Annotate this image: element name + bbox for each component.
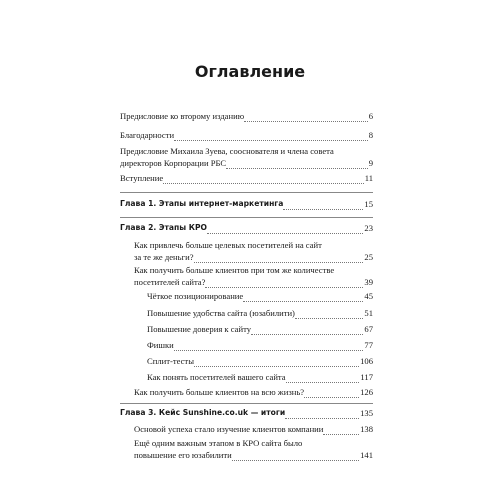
toc-entry-page: 45 [364,291,373,301]
toc-entry-title: Вступление [120,173,164,183]
toc-entry-page: 126 [360,387,373,397]
toc-entry[interactable] [147,355,373,367]
toc-entry-title: Как привлечь больше целевых посетителей на сайт [134,240,322,250]
toc-entry-title: Сплит-тесты [147,356,194,366]
toc-entry-page: 67 [364,324,373,334]
toc-entry-page: 39 [364,277,373,287]
toc-entry[interactable] [120,145,373,169]
dot-leader [244,121,368,122]
toc-chapter[interactable] [120,222,373,234]
toc-chapter-title: Глава 2. Этапы КРО [120,223,207,232]
toc-entry[interactable] [120,129,373,141]
toc-entry-page: 6 [368,111,373,121]
toc-entry-page: 25 [364,252,373,262]
dot-leader [194,366,359,367]
toc-entry[interactable] [134,386,373,398]
dot-leader [283,209,363,210]
toc-entry-title-cont: повышение его юзабилити [134,450,232,460]
toc-entry-title: Как понять посетителей вашего сайта [147,372,286,382]
toc-entry-title: Как получить больше клиентов при том же количестве [134,265,335,275]
dot-leader [304,397,359,398]
toc-entry-title: Предисловие ко второму изданию [120,111,245,121]
table-of-contents [120,0,373,500]
toc-entry-page: 9 [368,158,373,168]
toc-entry-page: 23 [364,223,373,233]
toc-chapter-title: Глава 1. Этапы интернет-маркетинга [120,199,284,208]
toc-entry[interactable] [120,172,373,184]
toc-entry[interactable] [134,239,373,263]
dot-leader [323,434,359,435]
toc-entry-page: 141 [360,450,373,460]
toc-entry[interactable] [120,110,373,122]
toc-entry[interactable] [134,423,373,435]
toc-entry-title: Благодарности [120,130,175,140]
toc-entry-page: 117 [360,372,373,382]
dot-leader [207,233,363,234]
section-divider [120,403,373,404]
toc-entry-title: Как получить больше клиентов на всю жизнь? [134,387,305,397]
toc-chapter[interactable] [120,198,373,210]
toc-entry[interactable] [147,290,373,302]
dot-leader [251,334,363,335]
toc-entry-title: Чёткое позиционирование [147,291,244,301]
toc-entry-page: 15 [364,199,373,209]
dot-leader [194,262,364,263]
toc-entry-title-cont: посетителей сайта? [134,277,206,287]
toc-entry-title: Основой успеха стало изучение клиентов компании [134,424,324,434]
toc-entry-page: 138 [360,424,373,434]
toc-entry-page: 77 [364,340,373,350]
toc-entry-title: Предисловие Михаила Зуева, сооснователя и члена совета [120,146,334,156]
toc-entry-title-cont: директоров Корпорации РБС [120,158,227,168]
dot-leader [232,460,359,461]
toc-entry-page: 106 [360,356,373,366]
dot-leader [285,418,359,419]
toc-entry-page: 11 [364,173,373,183]
toc-entry[interactable] [147,339,373,351]
dot-leader [226,168,368,169]
toc-chapter[interactable] [120,407,373,419]
toc-entry-title: Ещё одним важным этапом в КРО сайта было [134,438,303,448]
dot-leader [174,350,364,351]
toc-entry[interactable] [147,323,373,335]
dot-leader [295,318,363,319]
toc-entry[interactable] [147,371,373,383]
toc-entry-page: 51 [364,308,373,318]
toc-entry[interactable] [147,307,373,319]
toc-entry[interactable] [134,437,373,461]
toc-entry[interactable] [134,264,373,288]
dot-leader [205,287,363,288]
section-divider [120,192,373,193]
dot-leader [286,382,360,383]
section-divider [120,217,373,218]
toc-entry-title: Фишки [147,340,174,350]
toc-entry-page: 135 [360,408,373,418]
toc-entry-title: Повышение доверия к сайту [147,324,252,334]
toc-entry-page: 8 [368,130,373,140]
toc-entry-title-cont: за те же деньги? [134,252,194,262]
toc-chapter-title: Глава 3. Кейс Sunshine.co.uk — итоги [120,408,286,417]
page-title: Оглавление [194,62,306,81]
dot-leader [174,140,368,141]
toc-entry-title: Повышение удобства сайта (юзабилити) [147,308,295,318]
dot-leader [243,301,363,302]
dot-leader [163,183,364,184]
